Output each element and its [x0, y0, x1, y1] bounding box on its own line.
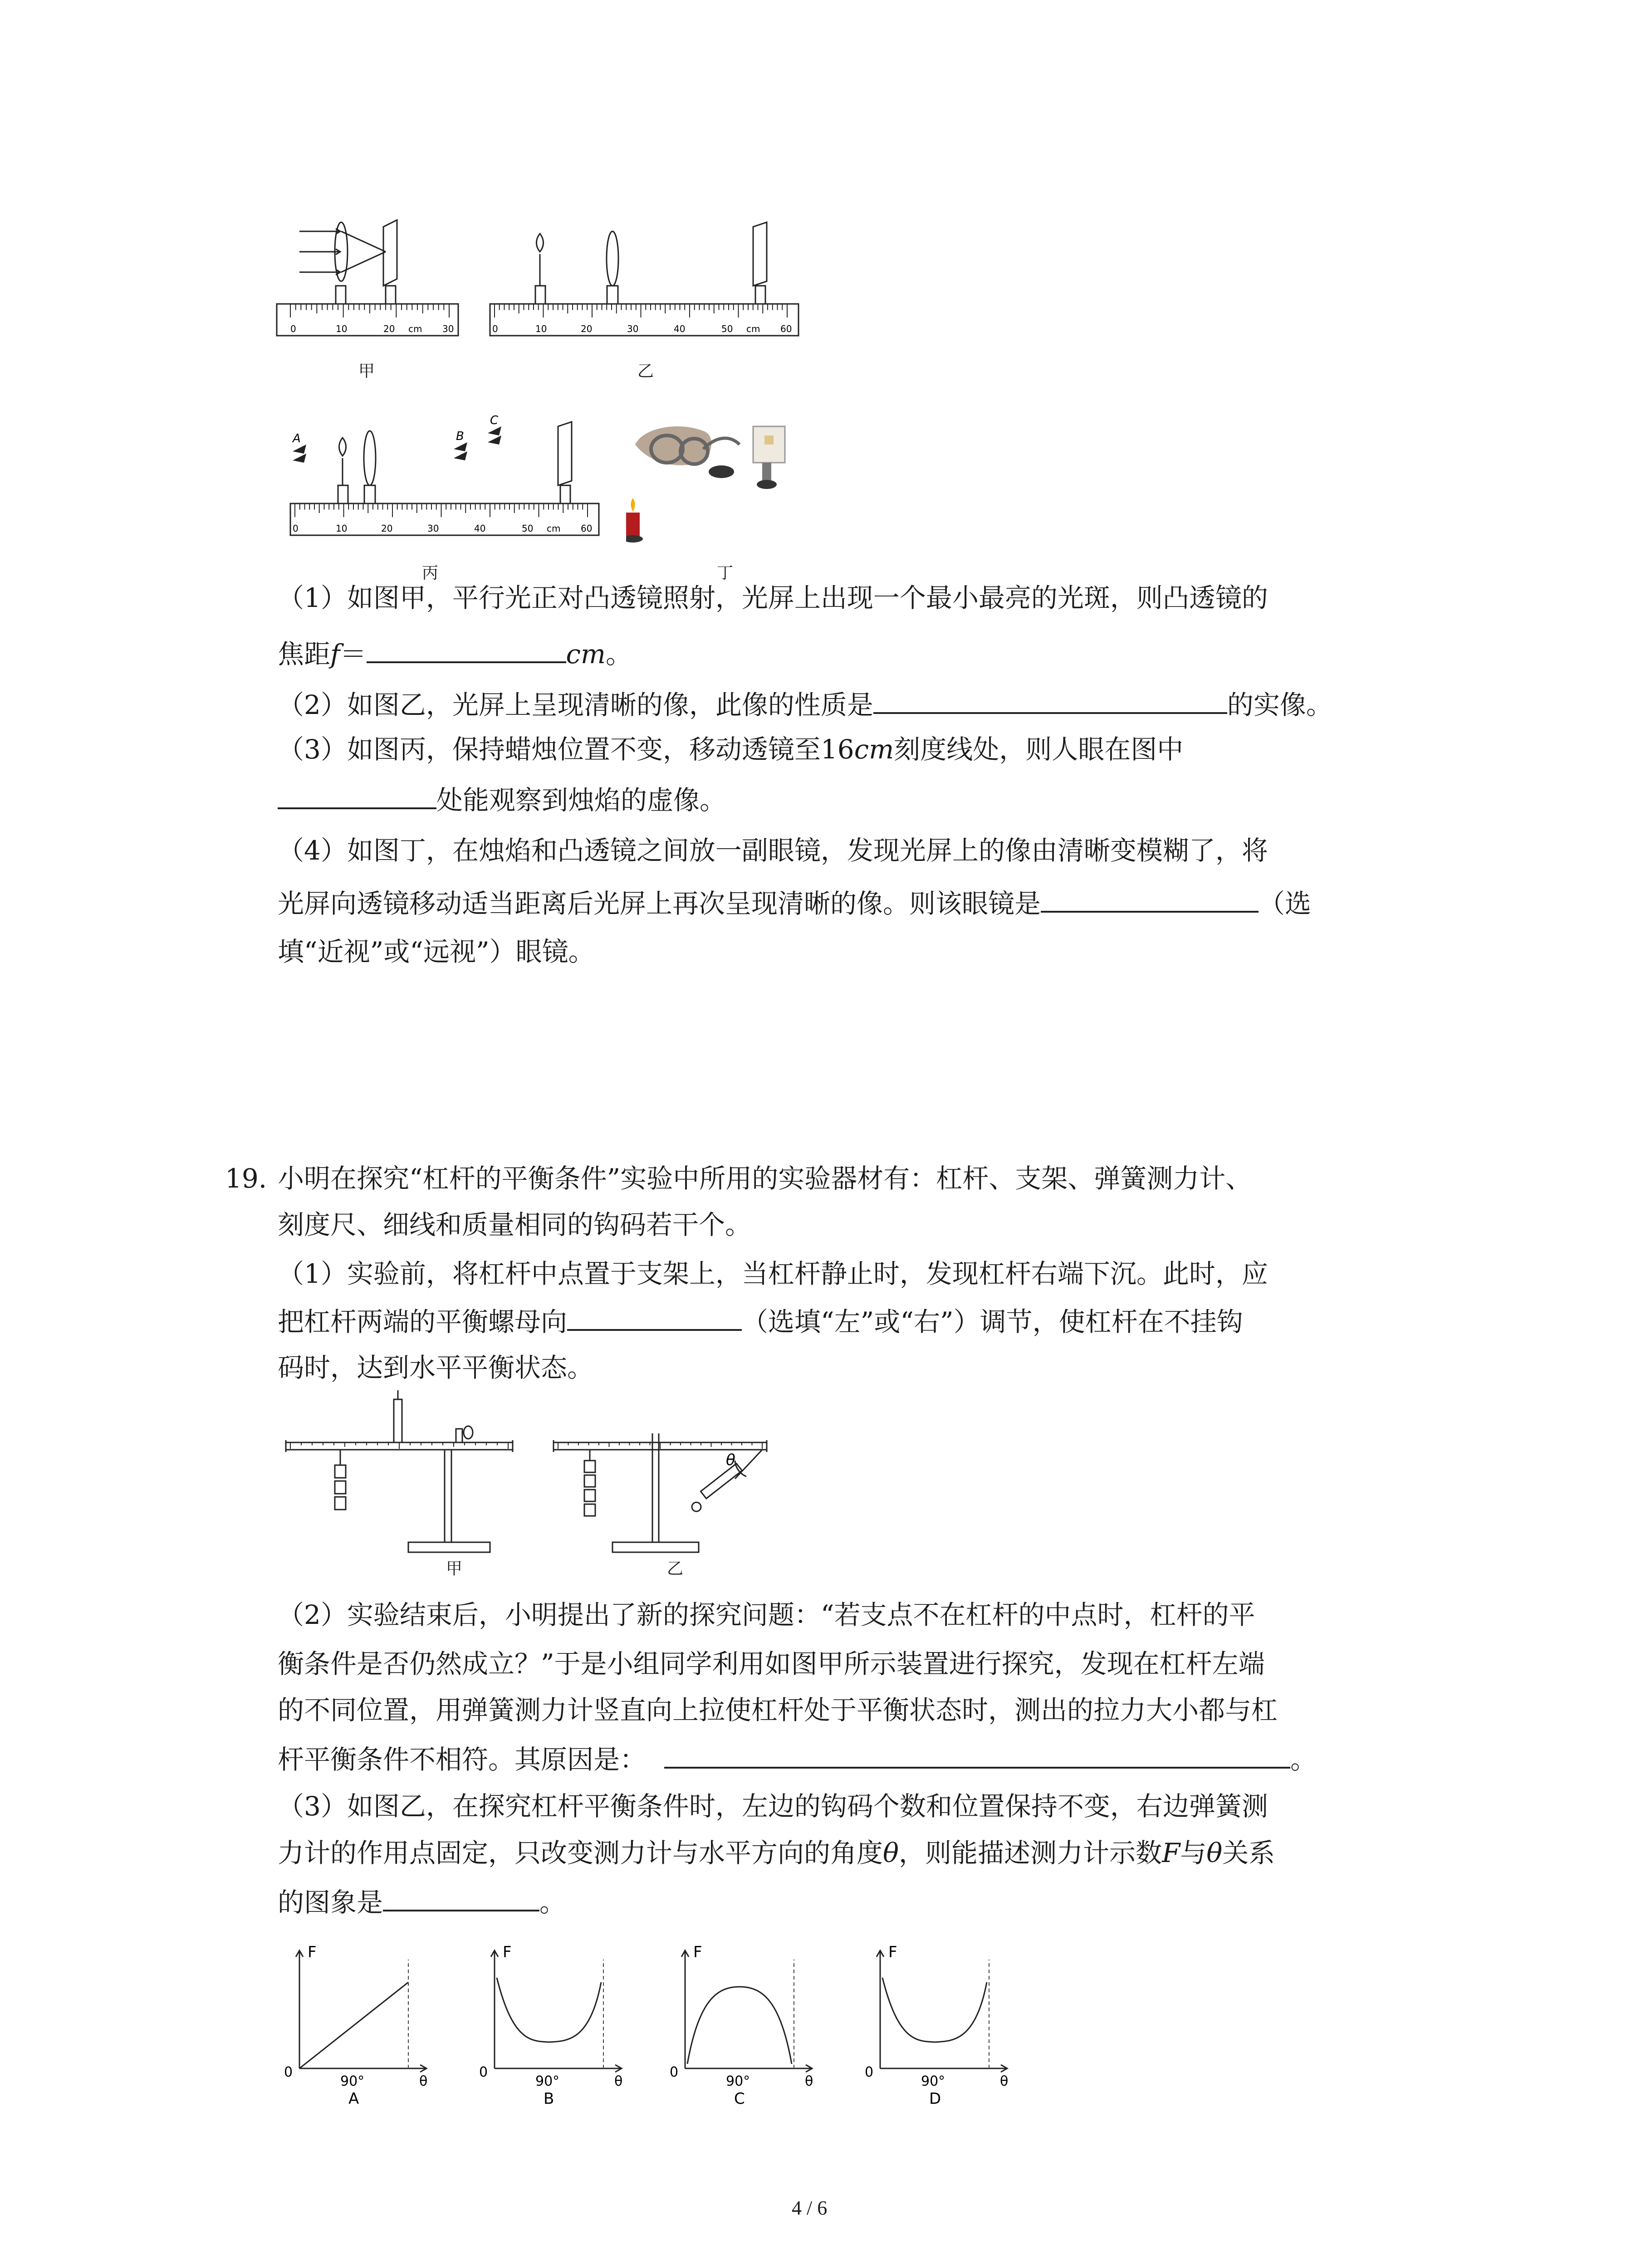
ruler-label: 30	[442, 323, 454, 334]
ruler-label: 10	[336, 523, 348, 534]
curve-u	[882, 1978, 987, 2042]
graph-option-c	[667, 1932, 830, 2105]
q19-answer-blank-2[interactable]	[664, 1740, 1290, 1769]
q19-answer-blank-1[interactable]	[567, 1302, 742, 1331]
ruler-label: 30	[627, 323, 639, 334]
q19-part3-line3: 的图象是 。	[278, 1882, 566, 1921]
ruler-label: cm	[547, 523, 561, 534]
x-tick-label: 90°	[726, 2073, 750, 2089]
figure-lever-jia	[272, 1388, 526, 1569]
figure-lever-yi	[544, 1388, 798, 1569]
ruler-label: 60	[581, 523, 593, 534]
x-tick-label: 90°	[340, 2073, 365, 2089]
ruler-label: 40	[674, 323, 686, 334]
figure-label-bing: 丙	[422, 564, 439, 582]
origin-label: 0	[284, 2064, 293, 2080]
x-tick-label: 90°	[535, 2073, 560, 2089]
ruler-label: 10	[336, 323, 348, 334]
q19-answer-blank-3[interactable]	[383, 1882, 539, 1911]
x-axis-label: θ	[419, 2073, 428, 2089]
q18-part1-line1: （1）如图甲，平行光正对凸透镜照射，光屏上出现一个最小最亮的光斑，则凸透镜的	[278, 582, 1268, 613]
ruler-label: 20	[581, 323, 593, 334]
q18-part4-line1: （4）如图丁，在烛焰和凸透镜之间放一副眼镜，发现光屏上的像由清晰变模糊了，将	[278, 835, 1268, 866]
q19-stem-line1: 小明在探究“杠杆的平衡条件”实验中所用的实验器材有：杠杆、支架、弹簧测力计、	[278, 1163, 1252, 1194]
q19-part1-line2: 把杠杆两端的平衡螺母向 （选填“左”或“右”）调节，使杠杆在不挂钩	[278, 1302, 1243, 1340]
ruler-label: cm	[408, 323, 422, 334]
ruler-label: cm	[746, 323, 760, 334]
graph-option-b	[476, 1932, 640, 2105]
page-number: 4 / 6	[792, 2197, 828, 2219]
q18-answer-blank-1[interactable]	[367, 634, 566, 663]
q19-number: 19.	[225, 1163, 267, 1194]
figure-label-lever-jia: 甲	[446, 1559, 463, 1578]
graph-option-a	[281, 1932, 445, 2105]
q19-part1-line3: 码时，达到水平平衡状态。	[278, 1352, 594, 1383]
q19-part2-line1: （2）实验结束后，小明提出了新的探究问题：“若支点不在杠杆的中点时，杠杆的平	[278, 1599, 1255, 1630]
ruler-label: 30	[427, 523, 439, 534]
q19-part2-line2: 衡条件是否仍然成立？”于是小组同学利用如图甲所示装置进行探究，发现在杠杆左端	[278, 1648, 1265, 1679]
eye-label-c: C	[490, 414, 499, 427]
origin-label: 0	[670, 2064, 679, 2080]
figure-bing-virtual-image	[286, 408, 603, 558]
y-axis-label: F	[308, 1943, 317, 1961]
q18-answer-blank-2[interactable]	[873, 685, 1227, 714]
q18-part1-line2: 焦距f＝ cm。	[278, 634, 632, 672]
ruler-label: 0	[290, 323, 296, 334]
y-axis-label: F	[888, 1943, 897, 1961]
ruler-label: 20	[381, 523, 393, 534]
figure-label-yi: 乙	[637, 362, 654, 381]
angle-theta-label: θ	[726, 1451, 735, 1469]
figure-yi-image-formation	[485, 218, 803, 354]
figure-ding-glasses-photo	[626, 408, 808, 558]
x-axis-label: θ	[805, 2073, 813, 2089]
origin-label: 0	[479, 2064, 488, 2080]
figure-label-ding: 丁	[717, 564, 734, 582]
figure-label-jia: 甲	[358, 362, 375, 381]
q18-part4-line3: 填“近视”或“远视”）眼镜。	[278, 936, 595, 967]
x-tick-label: 90°	[921, 2073, 945, 2089]
figure-jia-focal-length	[272, 218, 463, 354]
q19-part2-line3: 的不同位置，用弹簧测力计竖直向上拉使杠杆处于平衡状态时，测出的拉力大小都与杠	[278, 1695, 1278, 1725]
graph-option-d	[862, 1932, 1025, 2105]
origin-label: 0	[865, 2064, 874, 2080]
figure-label-lever-yi: 乙	[667, 1559, 684, 1578]
ruler-label: 20	[383, 323, 395, 334]
ruler-label: 50	[522, 523, 534, 534]
ruler-label: 40	[474, 523, 486, 534]
ruler-label: 0	[293, 523, 299, 534]
option-label: B	[544, 2090, 554, 2105]
curve-cap	[687, 1987, 792, 2064]
x-axis-label: θ	[1000, 2073, 1009, 2089]
curve-u	[497, 1978, 601, 2042]
ruler-label: 60	[780, 323, 792, 334]
q18-part3-line1: （3）如图丙，保持蜡烛位置不变，移动透镜至16cm刻度线处，则人眼在图中	[278, 734, 1184, 765]
ruler-label: 10	[535, 323, 547, 334]
q18-part2: （2）如图乙，光屏上呈现清晰的像，此像的性质是 的实像。	[278, 685, 1332, 723]
q19-part3-line1: （3）如图乙，在探究杠杆平衡条件时，左边的钩码个数和位置保持不变，右边弹簧测	[278, 1791, 1268, 1822]
ruler-label: 50	[721, 323, 733, 334]
eye-label-a: A	[293, 432, 301, 445]
ruler-label: 0	[492, 323, 498, 334]
q19-part2-line4: 杆平衡条件不相符。其原因是： 。	[278, 1740, 1317, 1778]
option-label: C	[734, 2090, 745, 2105]
q18-part4-line2: 光屏向透镜移动适当距离后光屏上再次呈现清晰的像。则该眼镜是 （选	[278, 884, 1311, 922]
curve-linear	[299, 1982, 408, 2068]
option-label: D	[929, 2090, 941, 2105]
y-axis-label: F	[693, 1943, 702, 1961]
x-axis-label: θ	[614, 2073, 623, 2089]
q18-answer-blank-4[interactable]	[1041, 884, 1259, 913]
q19-part1-line1: （1）实验前，将杠杆中点置于支架上，当杠杆静止时，发现杠杆右端下沉。此时，应	[278, 1258, 1268, 1289]
q18-part3-line2: 处能观察到烛焰的虚像。	[278, 780, 726, 818]
q19-part3-line2: 力计的作用点固定，只改变测力计与水平方向的角度θ，则能描述测力计示数F与θ关系	[278, 1838, 1275, 1868]
eye-label-b: B	[456, 430, 464, 443]
option-label: A	[348, 2090, 359, 2105]
y-axis-label: F	[503, 1943, 512, 1961]
q19-stem-line2: 刻度尺、细线和质量相同的钩码若干个。	[278, 1209, 752, 1240]
q18-answer-blank-3[interactable]	[278, 780, 436, 809]
